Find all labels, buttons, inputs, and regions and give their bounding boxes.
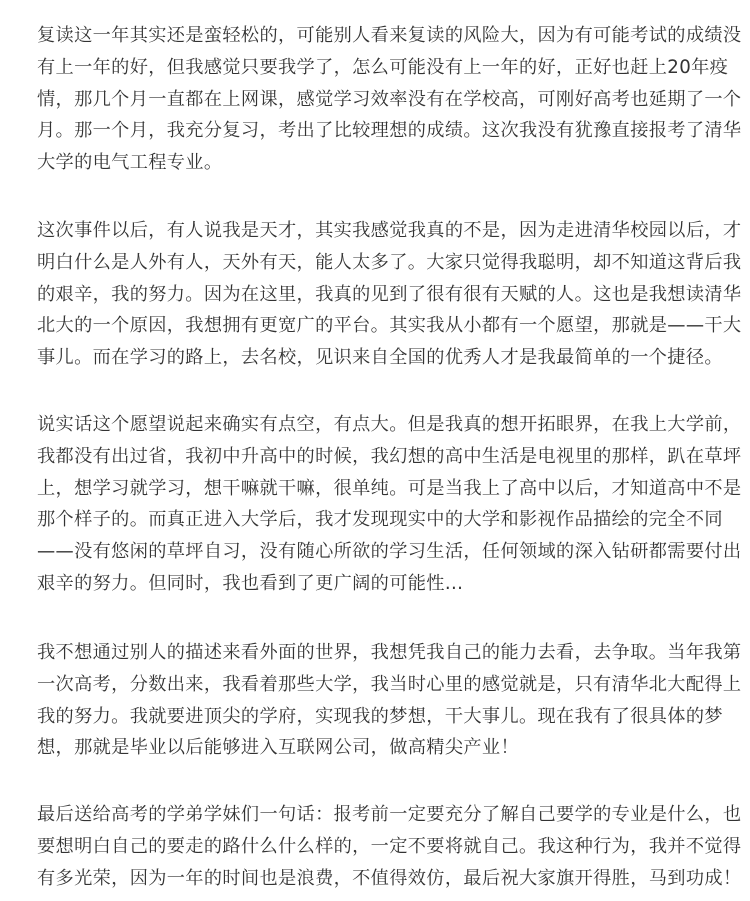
text-line: 我都没有出过省，我初中升高中的时候，我幻想的高中生活是电视里的那样，趴在草坪 bbox=[37, 445, 742, 467]
text-line: 那个样子的。而真正进入大学后，我才发现现实中的大学和影视作品描绘的完全不同 bbox=[37, 509, 723, 531]
paragraph-advice bbox=[37, 799, 742, 894]
text-line: 一次高考，分数出来，我看着那些大学，我当时心里的感觉就是，只有清华北大配得上 bbox=[37, 673, 742, 695]
text-line: 我不想通过别人的描述来看外面的世界，我想凭我自己的能力去看，去争取。当年我第 bbox=[37, 642, 742, 663]
text-line: ——没有悠闲的草坪自习，没有随心所欲的学习生活，任何领域的深入钻研都需要付出 bbox=[37, 541, 742, 563]
paragraph-after-admission bbox=[37, 215, 742, 374]
text-line: 月。那一个月，我充分复习，考出了比较理想的成绩。这次我没有犹豫直接报考了清华 bbox=[37, 120, 742, 142]
text-line: 大学的电气工程专业。 bbox=[37, 152, 223, 174]
text-line: 上，想学习就学习，想干嘛就干嘛，很单纯。可是当我上了高中以后，才知道高中不是 bbox=[37, 477, 742, 499]
text-line: 明白什么是人外有人，天外有天，能人太多了。大家只觉得我聪明，却不知道这背后我 bbox=[37, 251, 742, 273]
text-line: 复读这一年其实还是蛮轻松的，可能别人看来复读的风险大，因为有可能考试的成绩没 bbox=[37, 25, 742, 46]
text-line: 我的努力。我就要进顶尖的学府，实现我的梦想，干大事儿。现在我有了很具体的梦 bbox=[37, 705, 723, 727]
text-line: 想，那就是毕业以后能够进入互联网公司，做高精尖产业！ bbox=[37, 737, 519, 759]
text-line: 最后送给高考的学弟学妹们一句话：报考前一定要充分了解自己要学的专业是什么，也 bbox=[37, 804, 742, 825]
text-line: 要想明白自己的要走的路什么什么样的，一定不要将就自己。我这种行为，我并不觉得 bbox=[37, 835, 742, 857]
text-line: 北大的一个原因，我想拥有更宽广的平台。其实我从小都有一个愿望，那就是——干大 bbox=[37, 315, 742, 337]
text-line: 艰辛的努力。但同时，我也看到了更广阔的可能性... bbox=[37, 572, 464, 594]
paragraph-own-ability bbox=[37, 637, 742, 764]
text-line: 事儿。而在学习的路上，去名校，见识来自全国的优秀人才是我最简单的一个捷径。 bbox=[37, 347, 723, 369]
text-line: 的艰辛，我的努力。因为在这里，我真的见到了很有很有天赋的人。这也是我想读清华 bbox=[37, 283, 742, 305]
paragraph-wish-and-reality bbox=[37, 409, 742, 600]
text-line: 说实话这个愿望说起来确实有点空，有点大。但是我真的想开拓眼界，在我上大学前， bbox=[37, 414, 742, 435]
text-line: 有上一年的好，但我感觉只要我学了，怎么可能没有上一年的好，正好也赶上20年疫 bbox=[37, 56, 729, 78]
text-line: 这次事件以后，有人说我是天才，其实我感觉我真的不是，因为走进清华校园以后，才 bbox=[37, 220, 742, 241]
text-line: 有多光荣，因为一年的时间也是浪费，不值得效仿，最后祝大家旗开得胜，马到功成！ bbox=[37, 867, 742, 889]
text-line: 情，那几个月一直都在上网课，感觉学习效率没有在学校高，可刚好高考也延期了一个 bbox=[37, 88, 742, 110]
paragraph-repeat-year bbox=[37, 20, 742, 179]
